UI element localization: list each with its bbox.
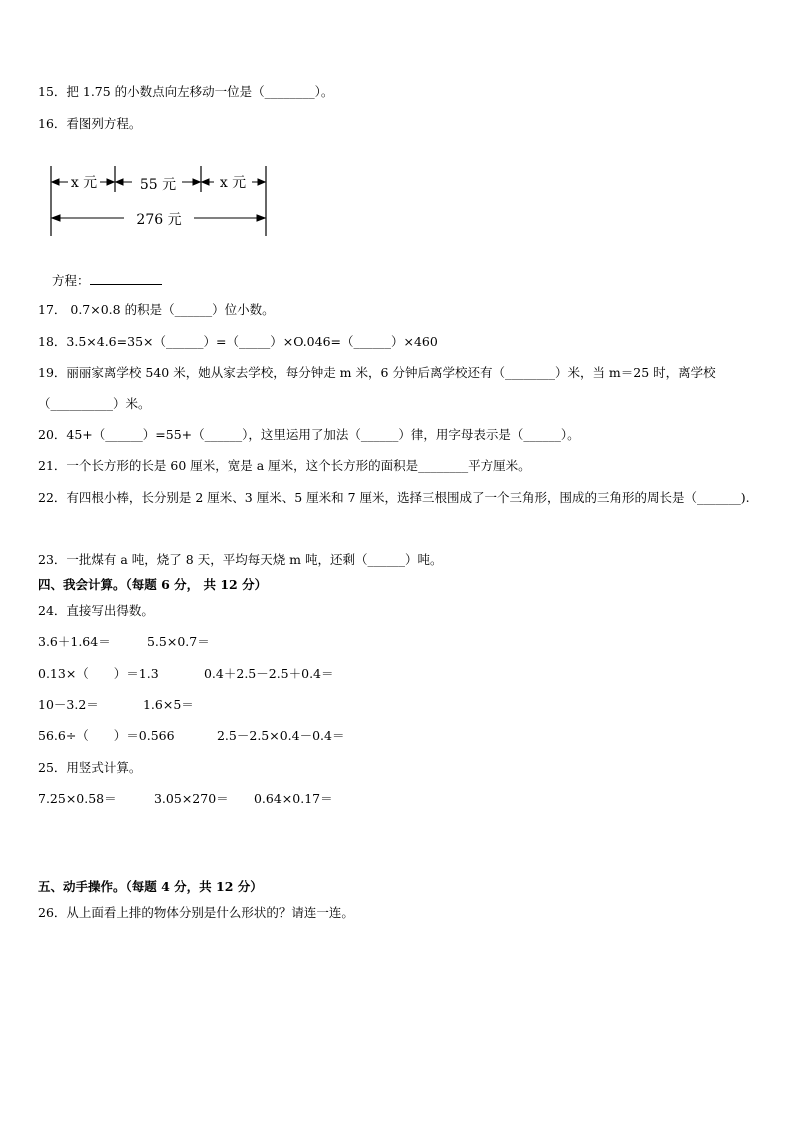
question-23: 23．一批煤有 a 吨，烧了 8 天，平均每天烧 m 吨，还剩（______）吨。	[38, 552, 443, 567]
calc-item: 0.64×0.17＝	[253, 791, 333, 806]
question-18: 18．3.5×4.6=35×（______）=（_____）×O.046=（______）×460	[38, 334, 438, 349]
calc-item: 10－3.2＝	[38, 697, 99, 712]
calc-item: 0.13×（ ）＝1.3	[38, 666, 159, 681]
question-16: 16．看图列方程。	[38, 116, 142, 131]
equation-line	[52, 272, 162, 289]
equation-blank[interactable]	[90, 272, 162, 285]
line-segment-diagram	[40, 160, 280, 240]
question-20: 20．45+（______）=55+（______），这里运用了加法（______）律，用字母表示是（______）。	[38, 427, 580, 442]
question-15: 15．把 1.75 的小数点向左移动一位是（________）。	[38, 84, 334, 99]
diagram-seg2: 55 元	[139, 177, 177, 193]
calc-item: 3.6＋1.64＝	[38, 634, 111, 649]
diagram-seg3: x 元	[219, 175, 247, 191]
question-22: 22．有四根小棒，长分别是 2 厘米、3 厘米、5 厘米和 7 厘米，选择三根围成了一个三角形，围成的三角形的周长是（_______).	[38, 490, 750, 505]
diagram-total: 276 元	[136, 212, 182, 228]
question-19: 19．丽丽家离学校 540 米，她从家去学校，每分钟走 m 米，6 分钟后离学校还有（________）米，当 m＝25 时，离学校（__________）米。	[38, 365, 716, 411]
section-4-heading: 四、我会计算。（每题 6 分， 共 12 分）	[38, 577, 268, 592]
question-26: 26．从上面看上排的物体分别是什么形状的？请连一连。	[38, 905, 354, 920]
question-17: 17． 0.7×0.8 的积是（______）位小数。	[38, 302, 275, 317]
diagram-seg1: x 元	[70, 175, 98, 191]
calc-item: 3.05×270＝	[153, 791, 229, 806]
calc-24-row-4	[38, 728, 344, 744]
calc-item: 0.4＋2.5－2.5＋0.4＝	[203, 666, 334, 681]
calc-24-row-1	[38, 634, 210, 650]
calc-25-row	[38, 791, 333, 807]
calc-item: 5.5×0.7＝	[146, 634, 210, 649]
section-5-heading: 五、动手操作。（每题 4 分，共 12 分）	[38, 879, 263, 894]
question-21: 21．一个长方形的长是 60 厘米，宽是 a 厘米，这个长方形的面积是________平方厘米。	[38, 458, 531, 473]
question-24: 24．直接写出得数。	[38, 603, 154, 618]
calc-item: 1.6×5＝	[142, 697, 194, 712]
question-25: 25．用竖式计算。	[38, 760, 142, 775]
calc-24-row-2	[38, 666, 334, 682]
calc-item: 2.5－2.5×0.4－0.4＝	[216, 728, 345, 743]
calc-item: 7.25×0.58＝	[38, 791, 117, 806]
calc-24-row-3	[38, 697, 194, 713]
equation-label: 方程：	[52, 273, 90, 288]
calc-item: 56.6÷（ ）＝0.566	[38, 728, 175, 743]
